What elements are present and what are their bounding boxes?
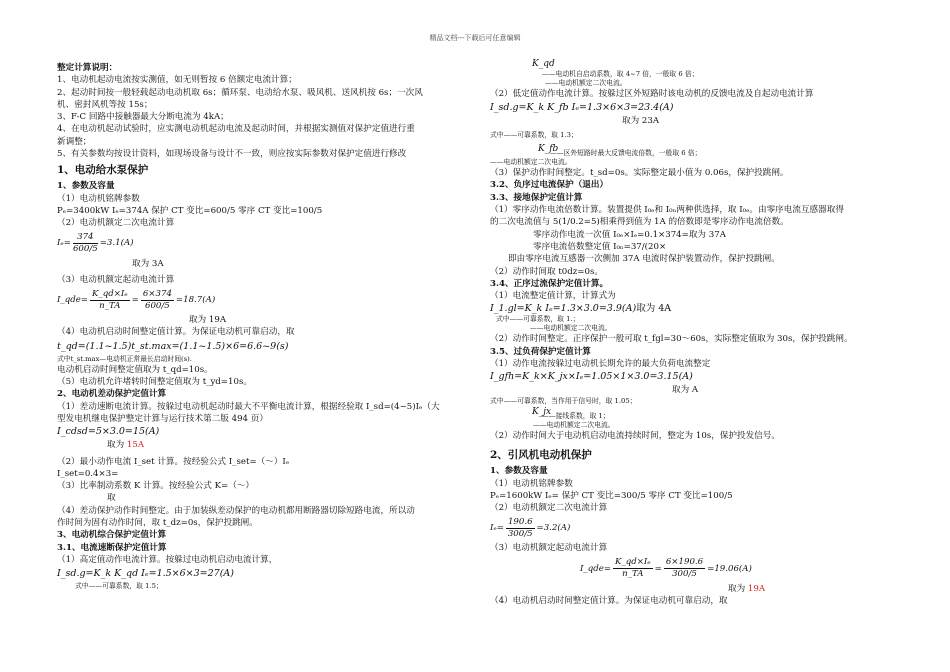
fraction — [90, 289, 130, 312]
formula-part: I_qde= — [57, 295, 88, 305]
text-line: （3）保护动作时间整定。t_sd=0s。实际整定最小值为 0.06s，保护投跳闸。 — [490, 168, 789, 179]
text-line: （1）电动机铭牌参数 — [490, 478, 573, 489]
text-line: （2）动作时间取 t0dz=0s。 — [490, 266, 603, 277]
subsection-title: 3.3、接地保护定值计算 — [490, 192, 583, 203]
text-line: 作时间为固有动作时间，取 t_dz=0s，保护投跳闸。 — [57, 518, 258, 529]
page-header: 精品文档---下载后可任意编辑 — [429, 34, 521, 42]
denominator: 300/5 — [672, 569, 697, 580]
formula-note: 式中——可靠系数，取 1.； — [496, 315, 580, 324]
formula-note: 式中t_st.max—电动机正常最长启动时间(s). — [57, 354, 192, 363]
fraction — [73, 232, 98, 255]
formula-quick-low: I_sd.g=K_k K_fb Iₑ=1.3×6×3=23.4(A) — [490, 101, 674, 113]
formula-note: ——电动机额定二次电流。 — [530, 324, 612, 333]
intro-line: 2、起动时间按一般轻载起动电动机取 6s；循环泵、电动给水泵、吸风机、送风机按 6s；一次风 — [57, 87, 423, 98]
denominator: 600/5 — [72, 244, 98, 255]
formula-note: 式中——可靠系数，当作用于信号时，取 1.05； — [490, 396, 637, 405]
formula-note: ——电动机额定二次电流。 — [490, 158, 572, 167]
numerator: K_qd×Iₑ — [614, 557, 651, 568]
formula-quick-high: I_sd.g=K_k K_qd Iₑ=1.5×6×3=27(A) — [57, 568, 235, 580]
intro-line: 机、密封风机等按 15s； — [57, 99, 153, 110]
formula-positive-seq — [490, 302, 890, 315]
fraction — [141, 289, 174, 312]
section-title: 1、电动给水泵保护 — [57, 164, 149, 177]
numerator: K_qd×Iₑ — [91, 288, 128, 299]
text-line: 零序电流倍数整定值 I₀ₙ=37/(20× — [533, 241, 667, 252]
formula-part: =3.2(A) — [536, 523, 571, 534]
denominator: n_TA — [99, 300, 121, 311]
denominator: n_TA — [622, 569, 644, 580]
take-value: 取 — [107, 493, 116, 504]
text-line: （4）差动保护动作时间整定。由于加装纵差动保护的电动机都用断路器切除短路电流，所以动 — [57, 505, 415, 516]
take-value: 取为 4A — [636, 303, 672, 315]
formula-part: =19.06(A) — [707, 563, 752, 574]
text-line: （2）动作时间大于电动机启动电流持续时间，整定为 10s，保护投发信号。 — [490, 430, 780, 441]
formula-part: I_1.gl=K_k Iₑ=1.3×3.0=3.9(A) — [490, 303, 637, 315]
fraction — [664, 557, 705, 580]
formula-part: I_qde= — [580, 563, 611, 574]
text-line: （5）电动机允许堵转时间整定值取为 t_yd=10s。 — [57, 377, 252, 388]
denominator: 600/5 — [144, 300, 170, 311]
text-line: （3）比率制动系数 K 计算。按经验公式 K=（～） — [57, 481, 254, 492]
formula-note: ——区外短路时最大反馈电流倍数，一般取 6 倍； — [550, 149, 702, 158]
text-line: （2）动作时间整定。正序保护一般可取 t_fgl=30～60s，实际整定值取为 30s，保护投跳闸。 — [490, 334, 853, 345]
numerator: 6×190.6 — [665, 557, 704, 568]
formula-start-current-2 — [490, 555, 890, 583]
symbol: K_jx — [532, 406, 552, 417]
take-value: 取为 3A — [132, 258, 164, 269]
formula-start-current — [57, 286, 467, 314]
formula-rated-current-2 — [490, 514, 890, 542]
formula-note: ——接线系数，取 1； — [542, 411, 610, 420]
text-line: 即由零序电流互感器一次侧加 37A 电流时保护装置动作，保护投跳闸。 — [508, 254, 780, 265]
text-line: （1）电流整定值计算，计算式为 — [490, 291, 616, 302]
text-line: （2）最小动作电流 I_set 计算。按经验公式 I_set=（～）Iₑ — [57, 456, 290, 467]
numerator: 6×374 — [142, 288, 172, 299]
intro-line: 4、在电动机起动试验时，应实测电动机起动电流及起动时间，并根据实测值对保护定值进行重 — [57, 124, 415, 135]
text-line: （1）零序动作电流倍数计算。装置提供 I₀ₑ和 I₀ₙ两种供选择，取 I₀ₑ。由零序电流互感器取得 — [490, 205, 844, 216]
formula-overload: I_gfh=K_k×K_jx×Iₑ=1.05×1×3.0=3.15(A) — [490, 371, 693, 383]
text-line: I_set=0.4×3= — [57, 468, 119, 479]
formula-note: ——电动机额定二次电流。 — [533, 420, 615, 429]
formula-part: =18.7(A) — [175, 295, 216, 305]
formula-part: Iₑ= — [490, 523, 504, 534]
take-value: 取为 — [728, 583, 748, 594]
formula-part: = — [131, 295, 139, 305]
denominator: 300/5 — [507, 528, 533, 539]
intro-line: 1、电动机起动电流按实测值，如无则暂按 6 倍额定电流计算； — [57, 75, 297, 86]
text-line: （2）低定值动作电流计算。按躲过区外短路时该电动机的反馈电流及自起动电流计算 — [490, 89, 814, 100]
text-line: （2）电动机额定二次电流计算 — [490, 503, 608, 514]
text-line: （2）电动机额定二次电流计算 — [57, 218, 175, 229]
formula-part: Iₑ= — [57, 238, 71, 249]
subsection-title: 3.4、正序过流保护定值计算。 — [490, 278, 609, 289]
text-line: 电动机启动时间整定值取为 t_qd=10s。 — [57, 364, 213, 375]
formula-start-time: t_qd=(1.1~1.5)t_st.max=(1.1~1.5)×6=6.6~9(s) — [57, 340, 289, 352]
take-value: 取为 19A — [189, 315, 227, 326]
formula-note: ——电动机额定二次电流。 — [545, 79, 627, 88]
formula-part: =3.1(A) — [99, 238, 134, 249]
text-line: （4）电动机启动时间整定值计算。为保证电动机可靠启动，取 — [57, 327, 295, 338]
take-value-highlight: 15A — [126, 440, 145, 451]
text-line: （4）电动机启动时间整定值计算。为保证电动机可靠启动，取 — [490, 596, 728, 607]
intro-title: 整定计算说明： — [57, 63, 118, 73]
subsection-title: 3.1、电流速断保护定值计算 — [57, 542, 167, 553]
take-value: 取为 — [107, 440, 127, 451]
text-line: 零序动作电流一次值 I₀ₑ×Iₑ=0.1×374=取为 37A — [533, 229, 726, 240]
text-line: （1）高定值动作电流计算。按躲过电动机启动电流计算， — [57, 554, 278, 565]
text-line: Pₑ=3400kW Iₑ=374A 保护 CT 变比=600/5 零序 CT 变比=100/5 — [57, 205, 323, 216]
numerator: 374 — [73, 232, 98, 244]
formula-part: = — [654, 563, 662, 574]
subsection-title: 1、参数及容量 — [490, 466, 548, 477]
text-line: 型发电机继电保护整定计算与运行技术第二版 494 页） — [57, 413, 268, 424]
right-column — [490, 58, 890, 607]
subsection-title: 2、电动机差动保护定值计算 — [57, 389, 167, 400]
subsection-title: 1、参数及容量 — [57, 181, 115, 192]
subsection-title: 3.2、负序过电流保护（退出） — [490, 180, 609, 191]
symbol: K_fb — [538, 143, 559, 154]
formula-note: 式中——可靠系数，取 1.3； — [490, 130, 578, 139]
left-column — [57, 62, 467, 591]
subsection-title: 3、电动机综合保护定值计算 — [57, 530, 167, 541]
text-line: （1）电动机铭牌参数 — [57, 193, 140, 204]
intro-line: 新调整； — [57, 136, 92, 147]
text-line: Pₑ=1600kW Iₑ= 保护 CT 变比=300/5 零序 CT 变比=100/5 — [490, 490, 733, 501]
formula-note: ——电动机自启动系数，取 4~7 倍，一般取 6 倍； — [542, 70, 699, 79]
symbol: K_qd — [532, 59, 555, 69]
numerator: 190.6 — [507, 516, 533, 527]
text-line: （3）电动机额定起动电流计算 — [57, 274, 175, 285]
formula-note: 式中——可靠系数，取 1.5； — [75, 582, 163, 591]
take-value: 取为 A — [672, 385, 699, 396]
text-line: （3）电动机额定起动电流计算 — [490, 543, 608, 554]
fraction — [506, 517, 535, 540]
intro-line: 5、有关参数均按设计资料，如现场设备与设计不一致，则应按实际参数对保护定值进行修改 — [57, 149, 407, 160]
text-line: （1）差动速断电流计算。按躲过电动机起动时最大不平衡电流计算，根据经验取 I_sd=(4~5)Iₑ（大 — [57, 401, 440, 412]
formula-rated-current — [57, 230, 467, 258]
formula-diff-quick: I_cdsd=5×3.0=15(A) — [57, 426, 160, 438]
text-line: （1）动作电流按躲过电动机长期允许的最大负荷电流整定 — [490, 359, 711, 370]
subsection-title: 3.5、过负荷保护定值计算 — [490, 346, 591, 357]
section-title: 2、引风机电动机保护 — [490, 449, 592, 462]
fraction — [613, 557, 653, 580]
take-value-highlight: 19A — [747, 583, 766, 594]
take-value: 取为 23A — [622, 115, 660, 126]
intro-line: 3、F-C 回路中接触器最大分断电流为 4kA； — [57, 112, 229, 123]
text-line: 的二次电流值与 5(1/0.2=5)相乘得到值为 1A 的倍数即是零序动作电流倍数。 — [490, 217, 789, 228]
